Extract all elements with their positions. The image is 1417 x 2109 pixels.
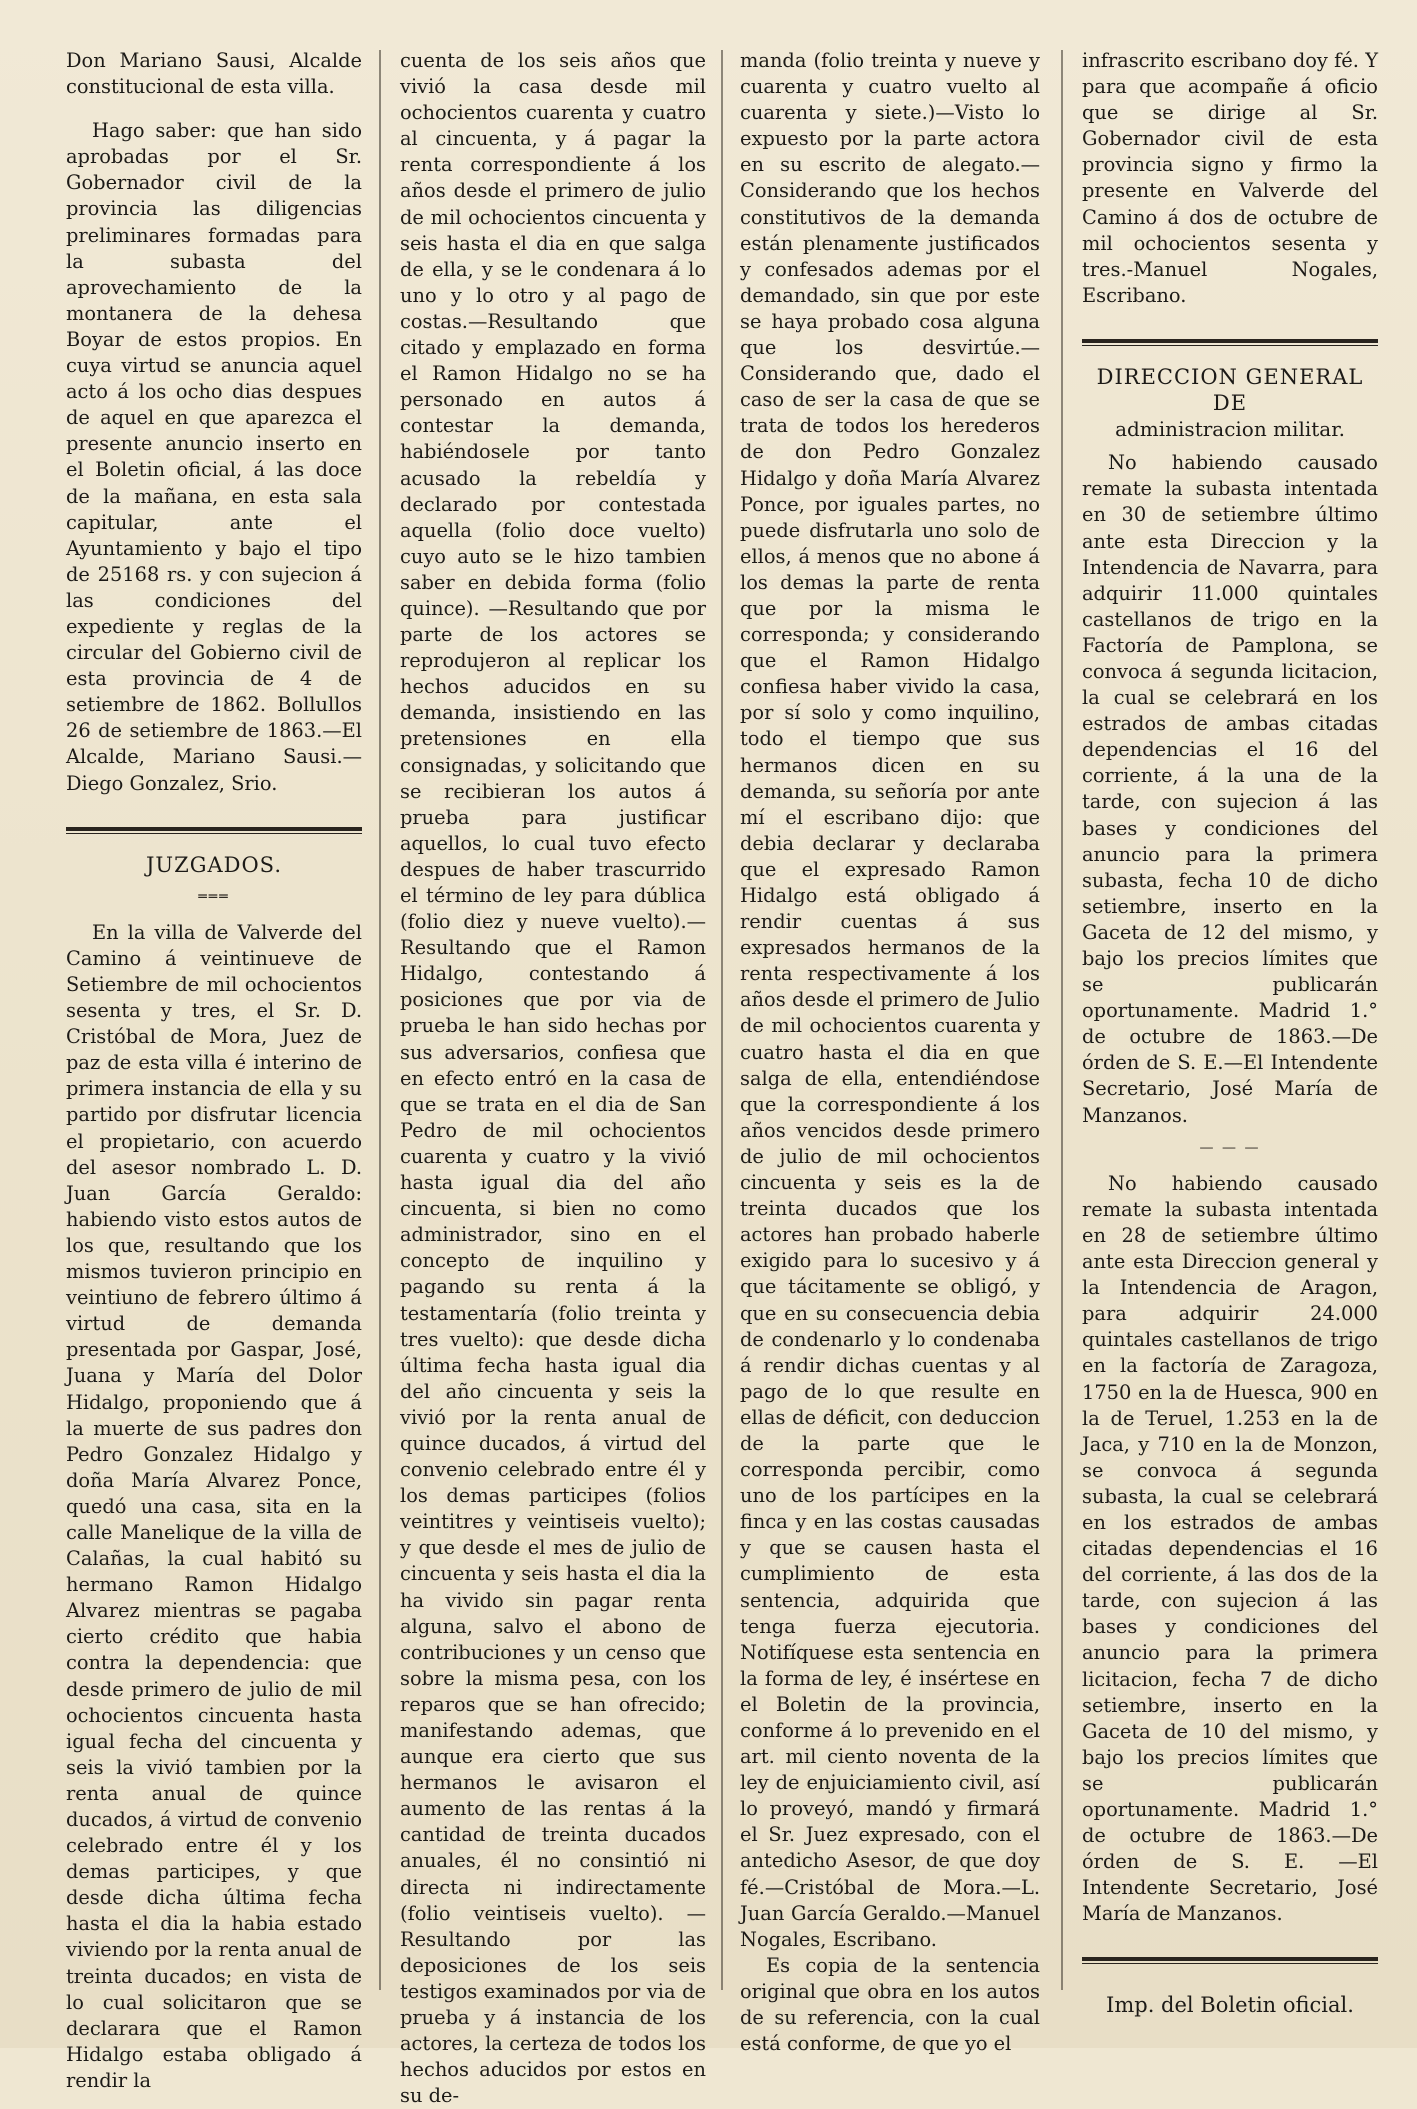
section-subheading: administracion militar. [1115, 417, 1345, 442]
alcalde-header: Don Mariano Sausi, Alcalde constitucional de esta villa. [66, 49, 362, 99]
section-separator [66, 827, 362, 834]
column-rule [721, 50, 723, 1990]
sentencia-part-3: manda (folio treinta y nueve y cuarenta y cuatro vuelto al cuarenta y siete.)—Visto lo expuesto por la parte actora en su escrito de alegato.—Considerando que los hechos constitutivos de la demanda están plenamente justificados y confesados ademas por el demandado, sin que por este se haya probado cosa alguna que los desvirtúe.—Considerando que, dado el caso de ser la casa de que se trata de todos los herederos de don Pedro Gonzalez Hidalgo y doña María Alvarez Ponce, por iguales partes, no puede disfrutarla uno solo de ellos, á menos que no abone á los demas la parte de renta que por la misma le corresponda; y considerando que el Ramon Hidalgo confiesa haber vivido la casa, por sí solo y como inquilino, todo el tiempo que sus hermanos dicen en su demanda, su señoría por ante mí el escribano dijo: que debia declarar y declaraba que el expresado Ramon Hidalgo está obligado á rendir cuentas á sus expresados hermanos de la renta respectivamente á los años desde el primero de Julio de mil ochocientos cuarenta y cuatro hasta el dia en que salga de ella, entendiéndose que la correspondiente á los años vencidos desde primero de julio de mil ochocientos cincuenta y seis es la de treinta ducados que los actores han probado haberle exigido para lo sucesivo y á que tácitamente se obligó, y que en su consecuencia debia de condenarlo y lo condenaba á rendir dichas cuentas y al pago de lo que resulte en ellas de déficit, con deduccion de la parte que le corresponda percibir, como uno de los partícipes en la finca y en las costas causadas y que se causen hasta el cumplimiento de esta sentencia, adquirida que tenga fuerza ejecutoria. Notifíquese esta sentencia en la forma de ley, é insértese en el Boletin de la provincia, conforme á lo prevenido en el art. mil ciento noventa de la ley de enjuiciamiento civil, así lo proveyó, mandó y firmará el Sr. Juez expresado, con el antedicho Asesor, de que doy fé.—Cristóbal de Mora.—L. Juan García Geraldo.—Manuel Nogales, Escribano. [740, 49, 1040, 1951]
short-rule: — — — [1199, 1139, 1261, 1156]
column-2 [400, 48, 706, 2109]
section-heading-direccion: DIRECCION GENERAL DE [1096, 364, 1364, 416]
section-heading-juzgados: JUZGADOS. [145, 852, 282, 877]
certificacion-fin: infrascrito escribano doy fé. Y para que acompañe á oficio que se dirige al Sr. Gobernador civil de esta provincia signo y firmo la presente en Valverde del Camino á dos de octubre de mil ochocientos sesenta y tres.-Manuel Nogales, Escribano. [1082, 49, 1378, 307]
column-1 [66, 48, 362, 2094]
section-separator [1082, 1957, 1378, 1964]
copia-certificacion: Es copia de la sentencia original que obra en los autos de su referencia, con la cual está conforme, de que yo el [740, 1953, 1040, 2056]
imprint-line: Imp. del Boletin oficial. [1106, 1993, 1354, 2018]
section-separator [1082, 339, 1378, 346]
anuncio-subasta-bollullos: Hago saber: que han sido aprobadas por el Sr. Gobernador civil de la provincia las diligencias preliminares formadas para la subasta del aprovechamiento de la montanera de la dehesa Boyar de estos propios. En cuya virtud se anuncia aquel acto á los ocho dias despues de aquel en que aparezca el presente anuncio inserto en el Boletin oficial, á las doce de la mañana, en esta sala capitular, ante el Ayuntamiento y bajo el tipo de 25168 rs. y con sujecion á las condiciones del expediente y reglas de la circular del Gobierno civil de esta provincia de 4 de setiembre de 1862. Bollullos 26 de setiembre de 1863.—El Alcalde, Mariano Sausi.—Diego Gonzalez, Srio. [66, 119, 362, 795]
column-rule [1061, 50, 1063, 1990]
short-rule: ═══ [198, 888, 230, 905]
anuncio-navarra: No habiendo causado remate la subasta intentada en 30 de setiembre último ante esta Direccion y la Intendencia de Navarra, para adquirir 11.000 quintales castellanos de trigo en la Factoría de Pamplona, se convoca á segunda licitacion, la cual se celebrará en los estrados de ambas citadas dependencias el 16 del corriente, á la una de la tarde, con sujecion á las bases y condiciones del anuncio para la primera subasta, fecha 10 de dicho setiembre, inserto en la Gaceta de 12 del mismo, y bajo los precios límites que se publicarán oportunamente. Madrid 1.° de octubre de 1863.—De órden de S. E.—El Intendente Secretario, José María de Manzanos. [1082, 451, 1378, 1127]
sentencia-part-2: cuenta de los seis años que vivió la casa desde mil ochocientos cuarenta y cuatro al cincuenta, y á pagar la renta correspondiente á los años desde el primero de julio de mil ochocientos cincuenta y seis hasta el dia en que salga de ella, y se le condenara á lo uno y lo otro y al pago de costas.—Resultando que citado y emplazado en forma el Ramon Hidalgo no se ha personado en autos á contestar la demanda, habiéndosele por tanto acusado la rebeldía y declarado por contestada aquella (folio doce vuelto) cuyo auto se le hizo tambien saber en debida forma (folio quince). —Resultando que por parte de los actores se reprodujeron al replicar los hechos aducidos en su demanda, insistiendo en las pretensiones en ella consignadas, y solicitando que se recibieran los autos á prueba para justificar aquellos, lo cual tuvo efecto despues de haber trascurrido el término de ley para dública (folio diez y nueve vuelto).—Resultando que el Ramon Hidalgo, contestando á posiciones que por via de prueba le han sido hechas por sus adversarios, confiesa que en efecto entró en la casa de que se trata en el dia de San Pedro de mil ochocientos cuarenta y cuatro y la vivió hasta igual dia del año cincuenta, si bien no como administrador, sino en el concepto de inquilino y pagando su renta á la testamentaría (folio treinta y tres vuelto): que desde dicha última fecha hasta igual dia del año cincuenta y seis la vivió por la renta anual de quince ducados, á virtud del convenio celebrado entre él y los demas participes (folios veintitres y veintiseis vuelto); y que desde el mes de julio de cincuenta y seis hasta el dia la ha vivido sin pagar renta alguna, salvo el abono de contribuciones y un censo que sobre la misma pesa, con los reparos que se han ofrecido; manifestando ademas, que aunque era cierto que sus hermanos le avisaron el aumento de las rentas á la cantidad de treinta ducados anuales, él no consintió ni directa ni indirectamente (folio veintiseis vuelto). —Resultando por las deposiciones de los seis testigos examinados por via de prueba y á instancia de los actores, la certeza de todos los hechos aducidos por estos en su de- [400, 49, 706, 2108]
column-rule [379, 50, 381, 1990]
column-3 [740, 48, 1040, 2057]
sentencia-part-1: En la villa de Valverde del Camino á veintinueve de Setiembre de mil ochocientos sesenta y tres, el Sr. D. Cristóbal de Mora, Juez de paz de esta villa é interino de primera instancia de ella y su partido por disfrutar licencia el propietario, con acuerdo del asesor nombrado L. D. Juan García Geraldo: habiendo visto estos autos de los que, resultando que los mismos tuvieron principio en veintiuno de febrero último á virtud de demanda presentada por Gaspar, José, Juana y María del Dolor Hidalgo, proponiendo que á la muerte de sus padres don Pedro Gonzalez Hidalgo y doña María Alvarez Ponce, quedó una casa, sita en la calle Manelique de la villa de Calañas, la cual habitó su hermano Ramon Hidalgo Alvarez mientras se pagaba cierto crédito que habia contra la dependencia: que desde primero de julio de mil ochocientos cincuenta hasta igual fecha del cincuenta y seis la vivió tambien por la renta anual de quince ducados, á virtud de convenio celebrado entre él y los demas participes, y que desde dicha última fecha hasta el dia la habia estado viviendo por la renta anual de treinta ducados; en vista de lo cual solicitaron que se declarara que el Ramon Hidalgo estaba obligado á rendir la [66, 920, 362, 2092]
anuncio-aragon: No habiendo causado remate la subasta intentada en 28 de setiembre último ante esta Direccion general y la Intendencia de Aragon, para adquirir 24.000 quintales castellanos de trigo en la factoría de Zaragoza, 1750 en la de Huesca, 900 en la de Teruel, 1.253 en la de Jaca, y 710 en la de Monzon, se convoca á segunda subasta, la cual se celebrará en los estrados de ambas citadas dependencias el 16 del corriente, á las dos de la tarde, con sujecion á las bases y condiciones del anuncio para la primera licitacion, fecha 7 de dicho setiembre, inserto en la Gaceta de 10 del mismo, y bajo los precios límites que se publicarán oportunamente. Madrid 1.° de octubre de 1863.—De órden de S. E. —El Intendente Secretario, José María de Manzanos. [1082, 1171, 1378, 1926]
column-4 [1082, 48, 1378, 2019]
